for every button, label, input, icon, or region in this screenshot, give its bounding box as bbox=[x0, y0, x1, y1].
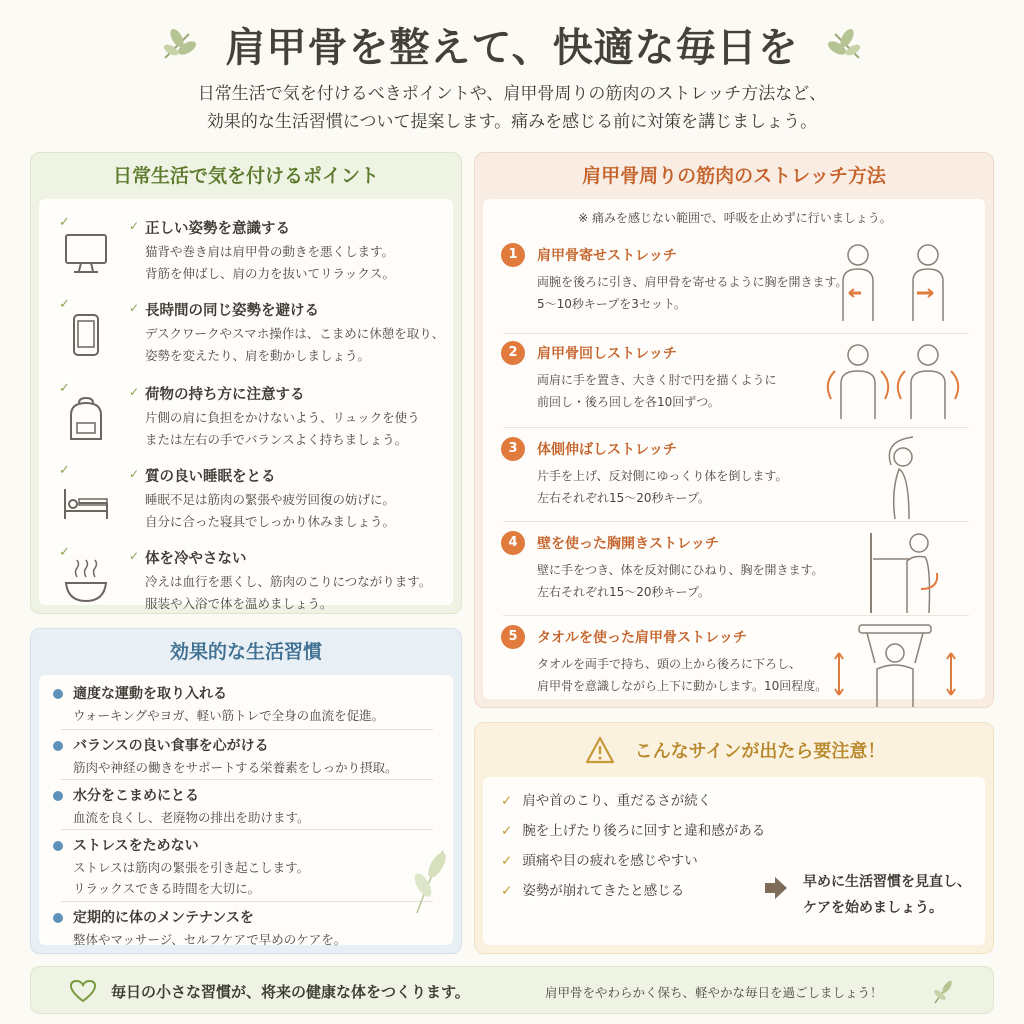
habit-item bbox=[47, 785, 447, 835]
smartphone-icon bbox=[61, 311, 111, 361]
footer-message: 毎日の小さな習慣が、将来の健康な体をつくります。 bbox=[111, 983, 470, 1001]
stretch-heading: 体側伸ばしストレッチ bbox=[537, 442, 677, 458]
page-header bbox=[0, 12, 1024, 76]
warning-item: ✓ 腕を上げたり後ろに回すと違和感がある bbox=[501, 823, 766, 839]
bullet-icon bbox=[53, 841, 63, 851]
habit-heading: 定期的に体のメンテナンスを bbox=[73, 910, 254, 926]
points-panel-title: 日常生活で気を付けるポイント bbox=[112, 165, 379, 187]
leaf-icon bbox=[929, 977, 957, 1005]
divider bbox=[61, 779, 433, 780]
point-description: 冷えは血行を悪くし、筋肉のこりにつながります。 服装や入浴で体を温めましょう。 bbox=[145, 574, 432, 611]
point-description: 片側の肩に負担をかけないよう、リュックを使う または左右の手でバランスよく持ちましょう。 bbox=[145, 410, 420, 447]
footer-banner bbox=[30, 966, 994, 1014]
habit-heading: バランスの良い食事を心がける bbox=[73, 738, 269, 754]
check-icon: ✓ bbox=[501, 883, 513, 899]
check-icon: ✓ bbox=[501, 853, 513, 869]
divider bbox=[61, 729, 433, 730]
warning-advice: 早めに生活習慣を見直し、 ケアを始めましょう。 bbox=[803, 874, 971, 916]
stretch-heading: 肩甲骨寄せストレッチ bbox=[537, 248, 677, 264]
points-panel bbox=[30, 152, 462, 614]
leaf-icon bbox=[825, 24, 865, 64]
bullet-icon bbox=[53, 689, 63, 699]
point-heading: 荷物の持ち方に注意する bbox=[145, 387, 305, 403]
stretch-description: 壁に手をつき、体を反対側にひねり、胸を開きます。 左右それぞれ15〜20秒キープ。 bbox=[537, 563, 824, 599]
divider bbox=[503, 615, 969, 616]
towel-stretch-figure-icon bbox=[813, 623, 973, 709]
point-heading: 質の良い睡眠をとる bbox=[145, 469, 276, 485]
shoulder-rotation-figure-icon bbox=[813, 339, 973, 425]
check-icon: ✓ bbox=[59, 545, 70, 560]
warning-title: こんなサインが出たら要注意！ bbox=[634, 741, 886, 762]
habit-heading: 適度な運動を取り入れる bbox=[73, 686, 227, 702]
stretch-heading: 肩甲骨回しストレッチ bbox=[537, 346, 677, 362]
habit-item bbox=[47, 683, 447, 733]
habit-heading: 水分をこまめにとる bbox=[73, 788, 199, 804]
stretch-note: ※ 痛みを感じない範囲で、呼吸を止めずに行いましょう。 bbox=[578, 211, 892, 225]
habit-description: ウォーキングやヨガ、軽い筋トレで全身の血流を促進。 bbox=[73, 708, 385, 723]
warning-item: ✓ 姿勢が崩れてきたと感じる bbox=[501, 883, 685, 899]
warning-icon bbox=[585, 736, 615, 764]
divider bbox=[503, 521, 969, 522]
stretch-item bbox=[491, 339, 979, 433]
stretch-description: 両腕を後ろに引き、肩甲骨を寄せるように胸を開きます。 5〜10秒キープを3セット。 bbox=[537, 275, 848, 311]
stretch-description: 両肩に手を置き、大きく肘で円を描くように 前回し・後ろ回しを各10回ずつ。 bbox=[537, 373, 777, 409]
check-icon: ✓ bbox=[129, 467, 140, 481]
check-icon: ✓ bbox=[59, 463, 70, 478]
leaf-icon bbox=[159, 24, 199, 64]
habit-description: 血流を良くし、老廃物の排出を助けます。 bbox=[73, 810, 310, 825]
habit-heading: ストレスをためない bbox=[73, 838, 199, 854]
shoulder-squeeze-figure-icon bbox=[813, 241, 973, 327]
heart-icon bbox=[69, 979, 97, 1003]
step-number: 4 bbox=[501, 531, 525, 555]
habit-description: 筋肉や神経の働きをサポートする栄養素をしっかり摂取。 bbox=[73, 760, 398, 775]
check-icon: ✓ bbox=[59, 381, 70, 396]
leaf-decoration-icon bbox=[407, 845, 453, 915]
stretch-panel bbox=[474, 152, 994, 708]
backpack-icon bbox=[61, 395, 111, 445]
point-item bbox=[49, 545, 449, 629]
points-list bbox=[39, 199, 453, 611]
warning-item: ✓ 肩や首のこり、重だるさが続く bbox=[501, 793, 712, 809]
step-number: 3 bbox=[501, 437, 525, 461]
stretch-item bbox=[491, 623, 979, 717]
point-item bbox=[49, 215, 449, 299]
step-number: 1 bbox=[501, 243, 525, 267]
point-heading: 体を冷やさない bbox=[145, 551, 247, 567]
check-icon: ✓ bbox=[59, 297, 70, 312]
page-title: 肩甲骨を整えて、快適な毎日を bbox=[225, 24, 799, 71]
bed-icon bbox=[61, 477, 111, 527]
stretch-item bbox=[491, 435, 979, 529]
divider bbox=[503, 427, 969, 428]
stretch-panel-title: 肩甲骨周りの筋肉のストレッチ方法 bbox=[582, 165, 886, 187]
point-item bbox=[49, 297, 449, 381]
warning-panel bbox=[474, 722, 994, 954]
point-description: 睡眠不足は筋肉の緊張や疲労回復の妨げに。 自分に合った寝具でしっかり休みましょう。 bbox=[145, 492, 396, 529]
page-subtitle: 日常生活で気を付けるべきポイントや、肩甲骨周りの筋肉のストレッチ方法など、 効果的な生活習慣について提案します。痛みを感じる前に対策を講じましょう。 bbox=[197, 84, 827, 132]
point-heading: 正しい姿勢を意識する bbox=[145, 221, 290, 237]
divider bbox=[61, 829, 433, 830]
footer-submessage: 肩甲骨をやわらかく保ち、軽やかな毎日を過ごしましょう！ bbox=[545, 985, 883, 1000]
check-icon: ✓ bbox=[129, 549, 140, 563]
arrow-right-icon bbox=[763, 875, 789, 901]
habit-item bbox=[47, 835, 447, 896]
stretch-heading: 壁を使った胸開きストレッチ bbox=[537, 536, 719, 552]
bullet-icon bbox=[53, 741, 63, 751]
divider bbox=[503, 333, 969, 334]
stretch-description: タオルを両手で持ち、頭の上から後ろに下ろし、 肩甲骨を意識しながら上下に動かします。10回程度。 bbox=[537, 657, 828, 693]
point-description: デスクワークやスマホ操作は、こまめに休憩を取り、 姿勢を変えたり、肩を動かしましょう。 bbox=[145, 326, 445, 363]
habit-item bbox=[47, 735, 447, 785]
warning-header bbox=[475, 723, 995, 777]
habits-list bbox=[39, 675, 453, 945]
warning-body bbox=[483, 777, 985, 945]
check-icon: ✓ bbox=[129, 219, 140, 233]
monitor-icon bbox=[61, 229, 111, 279]
check-icon: ✓ bbox=[129, 385, 140, 399]
check-icon: ✓ bbox=[59, 215, 70, 230]
bullet-icon bbox=[53, 913, 63, 923]
stretch-item bbox=[491, 529, 979, 623]
point-item bbox=[49, 381, 449, 465]
wall-chest-stretch-figure-icon bbox=[813, 529, 973, 615]
point-heading: 長時間の同じ姿勢を避ける bbox=[145, 303, 319, 319]
step-number: 5 bbox=[501, 625, 525, 649]
habit-item bbox=[47, 907, 447, 957]
check-icon: ✓ bbox=[501, 823, 513, 839]
warning-item: ✓ 頭痛や目の疲れを感じやすい bbox=[501, 853, 698, 869]
habit-description: ストレスは筋肉の緊張を引き起こします。 リラックスできる時間を大切に。 bbox=[73, 860, 310, 896]
stretch-list bbox=[483, 199, 985, 699]
divider bbox=[61, 901, 433, 902]
stretch-item bbox=[491, 241, 979, 335]
check-icon: ✓ bbox=[129, 301, 140, 315]
warm-bowl-icon bbox=[61, 559, 111, 609]
check-icon: ✓ bbox=[501, 793, 513, 809]
bullet-icon bbox=[53, 791, 63, 801]
stretch-heading: タオルを使った肩甲骨ストレッチ bbox=[537, 630, 747, 646]
habit-description: 整体やマッサージ、セルフケアで早めのケアを。 bbox=[73, 932, 347, 947]
point-description: 猫背や巻き肩は肩甲骨の動きを悪くします。 背筋を伸ばし、肩の力を抜いてリラックス。 bbox=[145, 244, 396, 281]
habits-panel-title: 効果的な生活習慣 bbox=[169, 641, 322, 663]
point-item bbox=[49, 463, 449, 547]
side-stretch-figure-icon bbox=[813, 435, 973, 521]
habits-panel bbox=[30, 628, 462, 954]
stretch-description: 片手を上げ、反対側にゆっくり体を倒します。 左右それぞれ15〜20秒キープ。 bbox=[537, 469, 788, 505]
step-number: 2 bbox=[501, 341, 525, 365]
